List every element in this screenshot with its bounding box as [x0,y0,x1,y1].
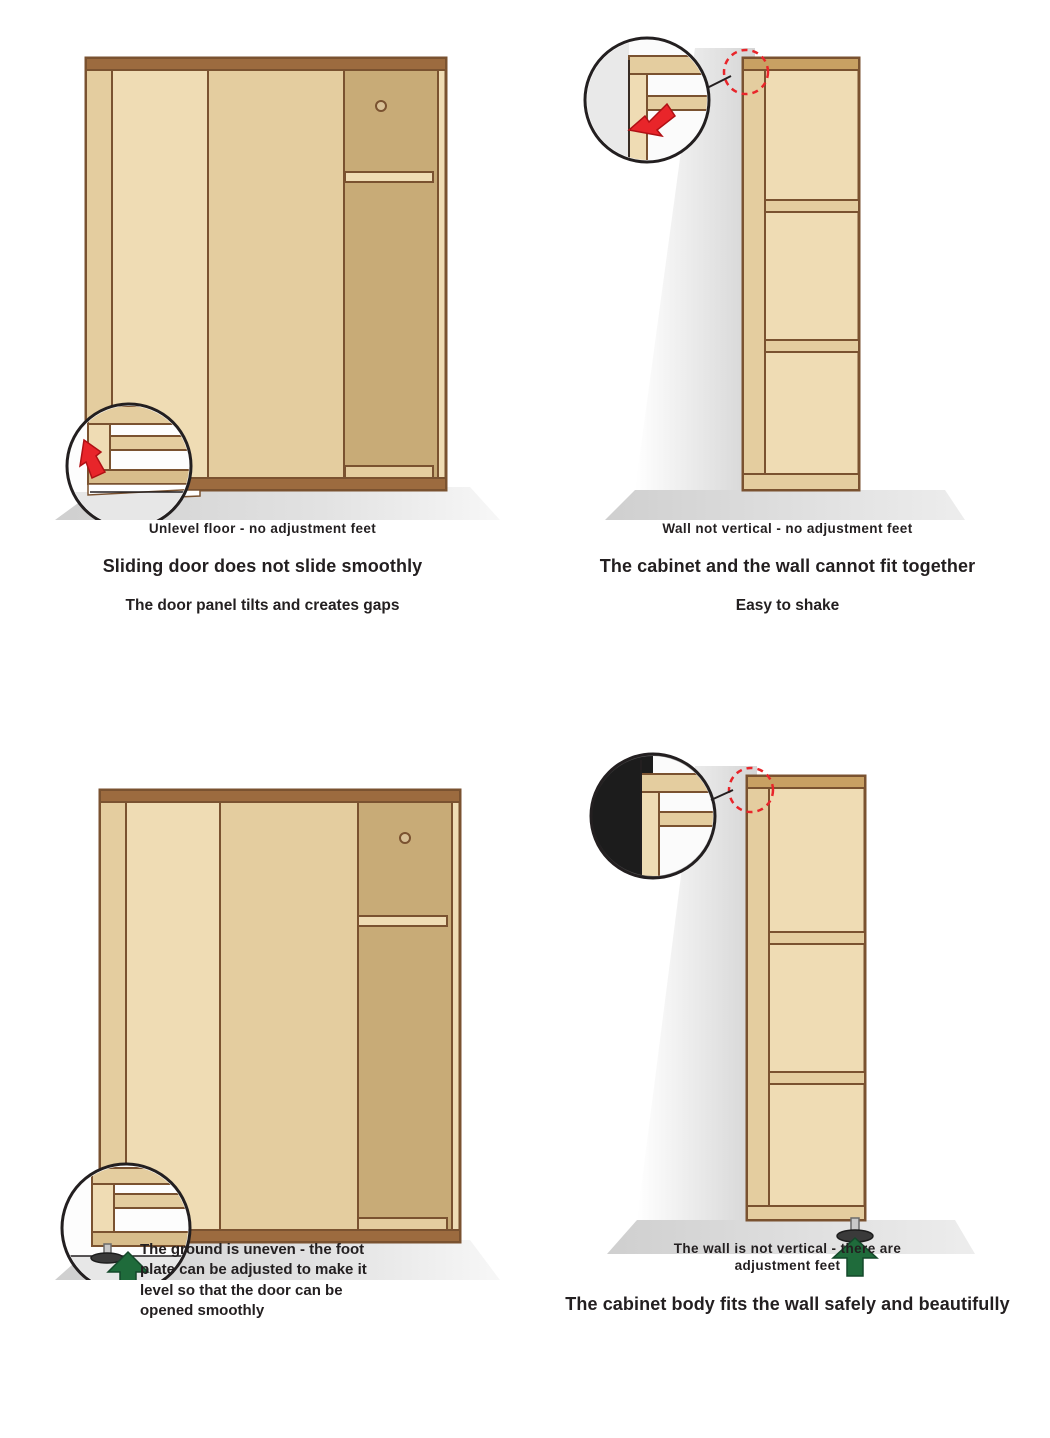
caption-headline-top-left: Sliding door does not slide smoothly [102,556,423,577]
cabinet-base-edge [747,1206,865,1220]
captions-top-right [525,520,1050,616]
floor-shadow [605,490,965,520]
panel-top-right [525,0,1050,700]
caption-headline-top-right: The cabinet and the wall cannot fit together [599,556,976,577]
open-compartment [340,70,438,480]
cabinet-front-edge [743,70,765,490]
cabinet-top-rail [86,58,446,70]
open-compartment [352,802,452,1232]
shelf-lower [769,1072,865,1084]
shelf-upper [765,200,859,212]
knob-hole-icon [400,833,410,843]
panel-top-left [0,0,525,700]
caption-detail-top-left: The door panel tilts and creates gaps [125,597,400,615]
sliding-door-right [204,70,344,480]
captions-bottom-left [0,1240,525,1321]
caption-solution-bottom-left [140,1240,440,1321]
illustration-bottom-left-wardrobe-front-with-feet [0,720,525,1240]
illustration-bottom-right-wardrobe-side-with-feet [525,720,1050,1240]
panel-bottom-left [0,720,525,1438]
shelf-lower [765,340,859,352]
panel-bottom-right [525,720,1050,1438]
shelf-upper [769,932,865,944]
caption-problem-label-top-left: Unlevel floor - no adjustment feet [148,521,377,536]
sliding-door-right [218,802,358,1232]
caption-headline-bottom-right: The cabinet body fits the wall safely and beautifully [565,1293,1010,1314]
caption-line-1: The ground is uneven - the foot [140,1241,365,1258]
cabinet-top-edge [747,776,865,788]
cabinet-top-edge [743,58,859,70]
knob-hole-icon [376,101,386,111]
caption-line-4: opened smoothly [140,1301,265,1319]
hanging-rail-shelf [345,172,433,182]
caption-detail-top-right: Easy to shake [735,597,840,615]
caption-line-3: level so that the door can be [140,1281,343,1299]
caption-problem-label-top-right: Wall not vertical - no adjustment feet [662,521,913,536]
cabinet-base-edge [743,474,859,490]
illustration-top-right-wardrobe-side-no-feet [525,0,1050,520]
caption-line-2: plate can be adjusted to make it [140,1261,367,1279]
captions-top-left [0,520,525,616]
cabinet-front-edge [747,788,769,1220]
illustration-top-left-wardrobe-front-no-feet [0,0,525,520]
caption-solution-label-line-2: adjustment feet [734,1258,841,1274]
hanging-rail-shelf [357,916,447,926]
caption-solution-label-line-1: The wall is not vertical - there are [673,1241,902,1256]
cabinet-top-rail [100,790,460,802]
captions-bottom-right [525,1240,1050,1316]
